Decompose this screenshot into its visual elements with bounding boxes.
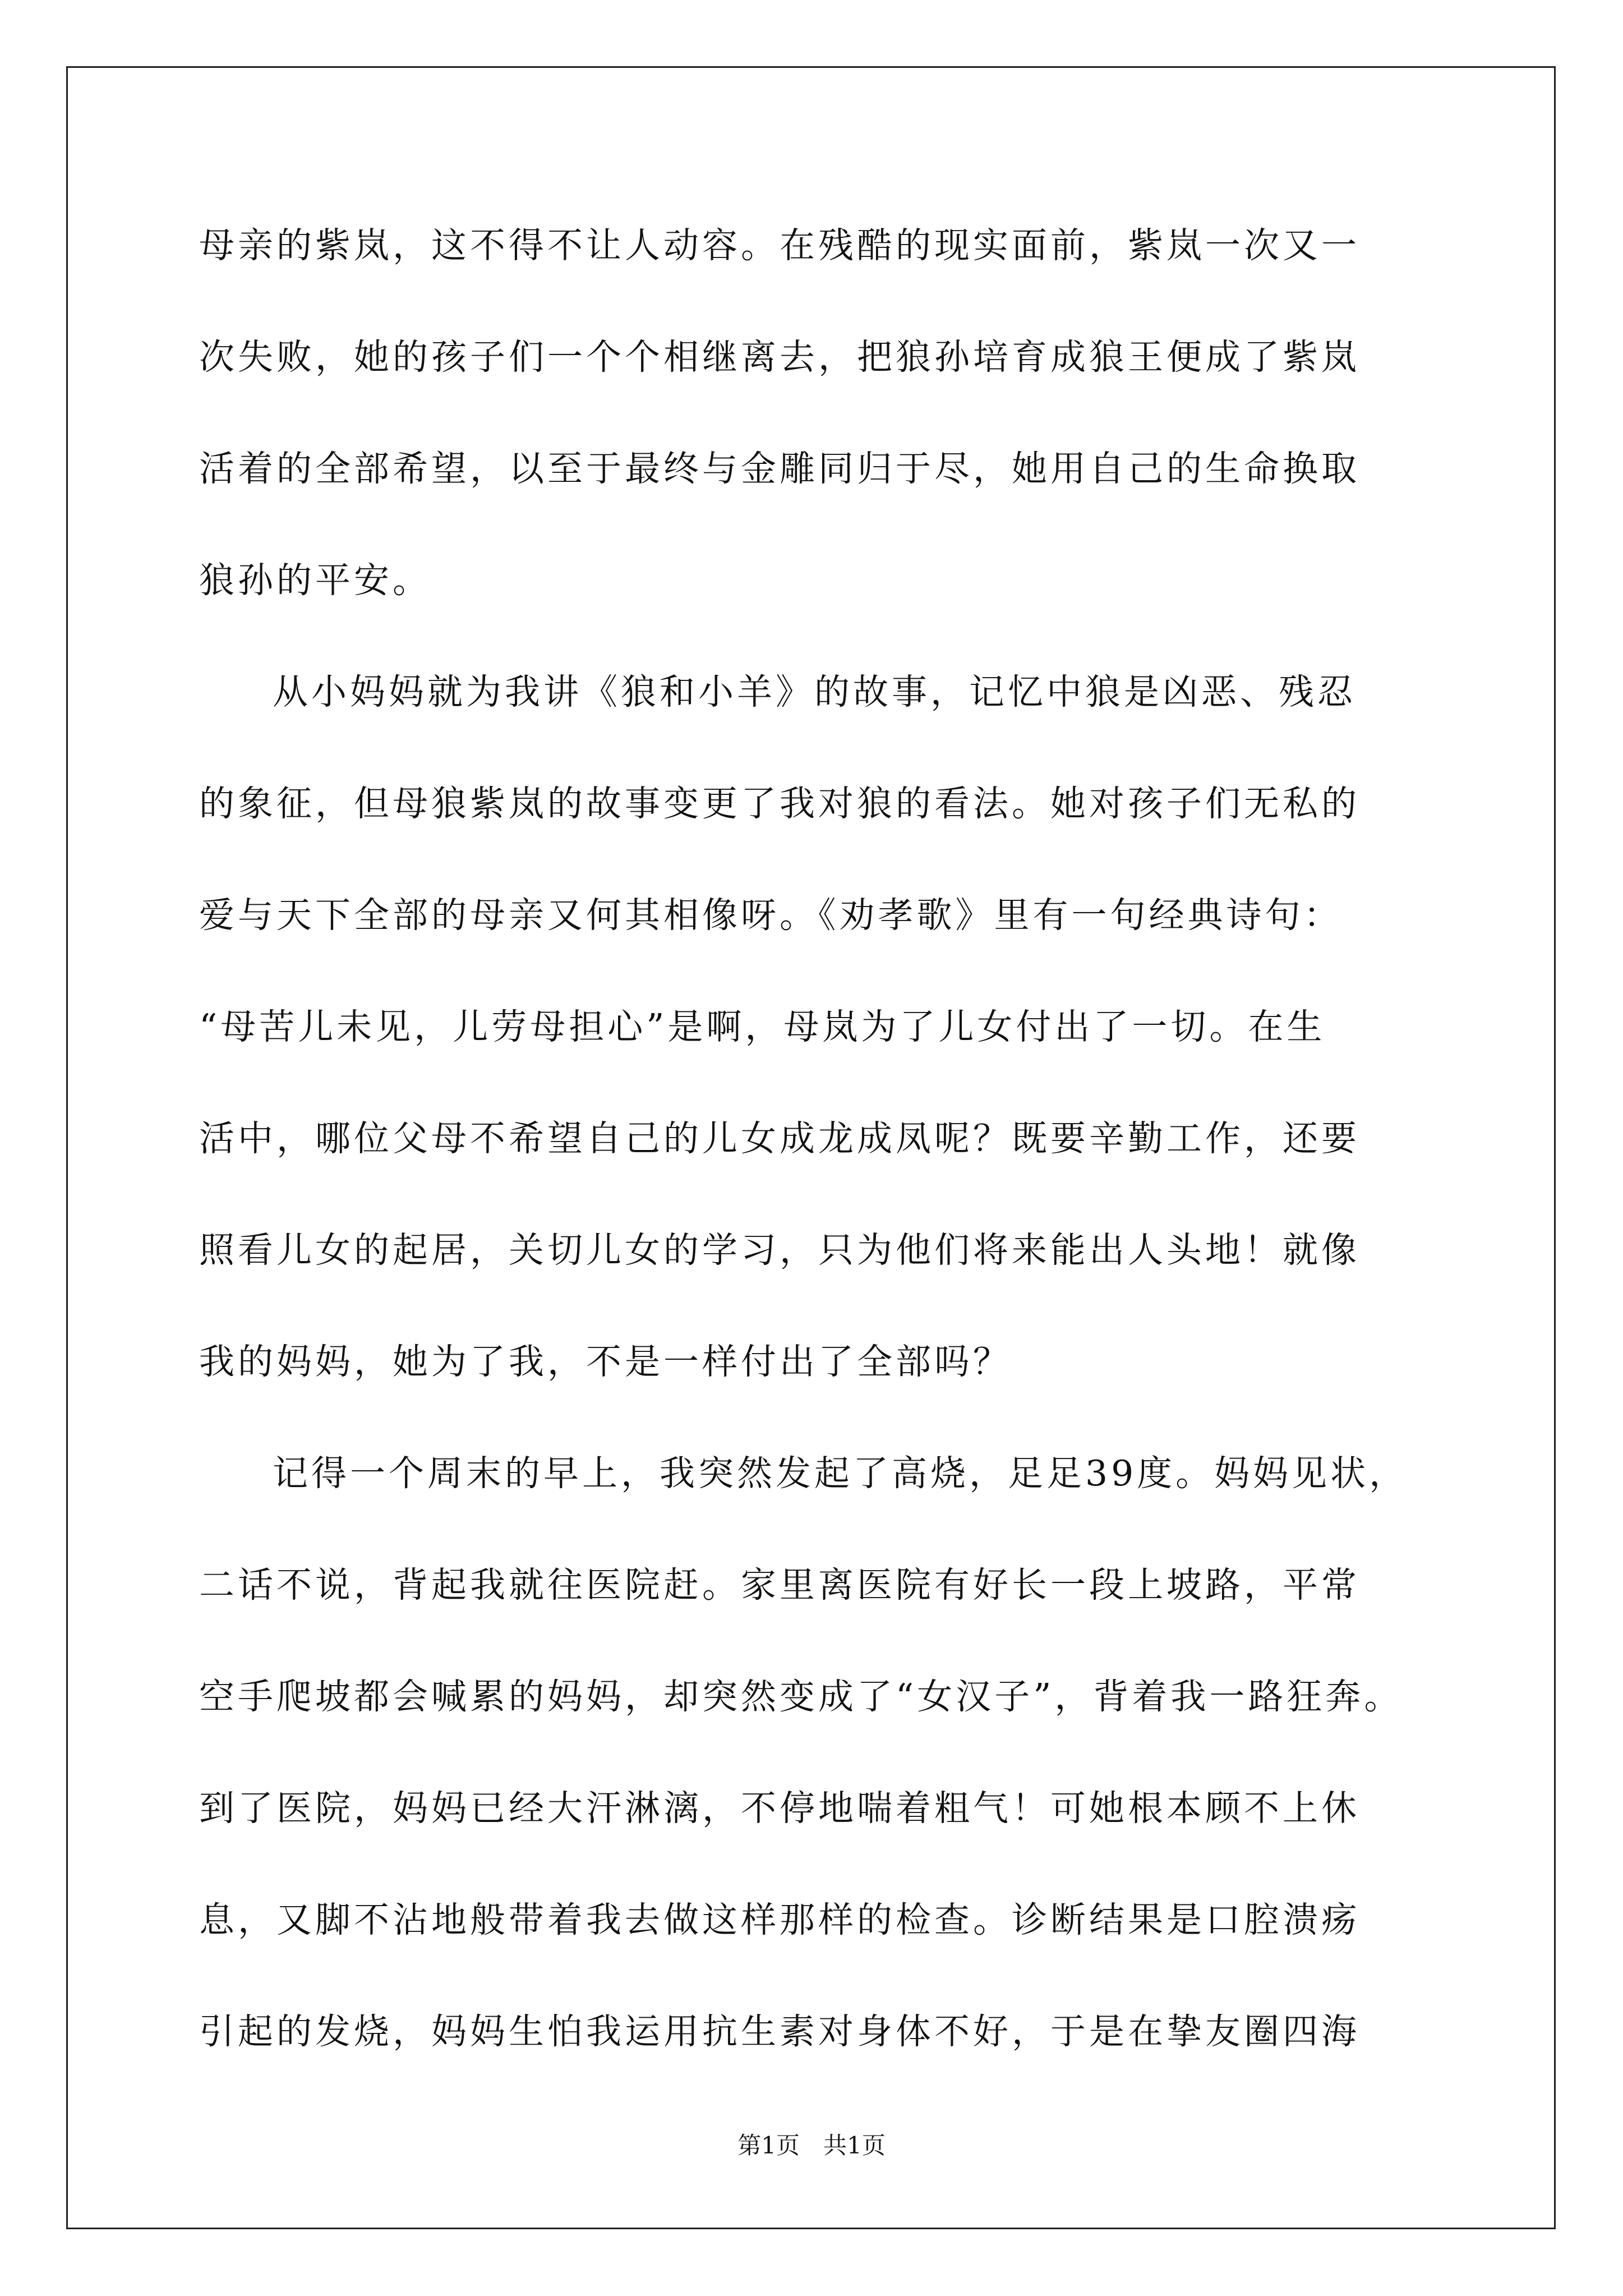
text-line: 次失败，她的孩子们一个个相继离去，把狼孙培育成狼王便成了紫岚 — [199, 337, 1360, 378]
text-line: 活中，哪位父母不希望自己的儿女成龙成凤呢？既要辛勤工作，还要 — [199, 1118, 1360, 1159]
paragraph-first-line: 记得一个周末的早上，我突然发起了高烧，足足39度。妈妈见状， — [273, 1453, 1408, 1494]
text-line: 息，又脚不沾地般带着我去做这样那样的检查。诊断结果是口腔溃疡 — [199, 1899, 1360, 1940]
text-line: 狼孙的平安。 — [199, 560, 431, 601]
text-line: 空手爬坡都会喊累的妈妈，却突然变成了“女汉子”，背着我一路狂奔。 — [199, 1676, 1403, 1717]
paragraph-first-line: 从小妈妈就为我讲《狼和小羊》的故事，记忆中狼是凶恶、残忍 — [273, 671, 1356, 712]
page-number-footer: 第1页 共1页 — [737, 2132, 886, 2159]
text-line: “母苦儿未见，儿劳母担心”是啊，母岚为了儿女付出了一切。在生 — [199, 1006, 1326, 1047]
text-line: 母亲的紫岚，这不得不让人动容。在残酷的现实面前，紫岚一次又一 — [199, 225, 1360, 266]
text-line: 到了医院，妈妈已经大汗淋漓，不停地喘着粗气！可她根本顾不上休 — [199, 1788, 1360, 1829]
text-line: 爱与天下全部的母亲又何其相像呀。《劝孝歌》里有一句经典诗句： — [199, 895, 1343, 936]
text-line: 二话不说，背起我就往医院赶。家里离医院有好长一段上坡路，平常 — [199, 1565, 1360, 1605]
text-line: 活着的全部希望，以至于最终与金雕同归于尽，她用自己的生命换取 — [199, 448, 1360, 489]
text-line: 我的妈妈，她为了我，不是一样付出了全部吗？ — [199, 1341, 1012, 1382]
text-line: 引起的发烧，妈妈生怕我运用抗生素对身体不好，于是在挚友圈四海 — [199, 2011, 1360, 2052]
text-line: 照看儿女的起居，关切儿女的学习，只为他们将来能出人头地！就像 — [199, 1230, 1360, 1271]
text-line: 的象征，但母狼紫岚的故事变更了我对狼的看法。她对孩子们无私的 — [199, 783, 1360, 824]
